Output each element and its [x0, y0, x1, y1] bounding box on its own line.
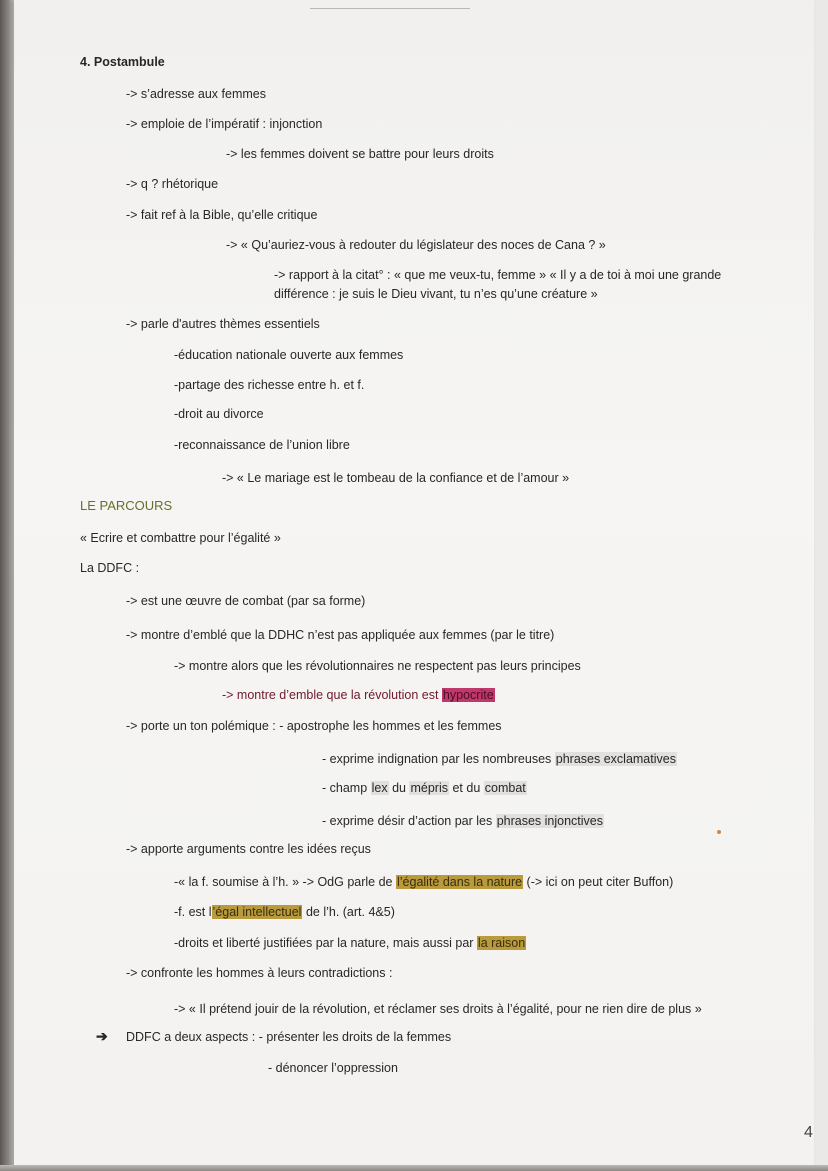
top-rule [310, 8, 470, 9]
highlight-hypocrite: hypocrite [442, 688, 494, 702]
text-run: - champ [322, 781, 371, 795]
note-line [174, 904, 395, 920]
list-item: -droit au divorce [174, 407, 264, 421]
highlight-lex: lex [371, 781, 388, 795]
note-line: -> confronte les hommes à leurs contradictions : [126, 966, 393, 980]
page-binding-edge [0, 0, 14, 1171]
list-item: -reconnaissance de l’union libre [174, 438, 350, 452]
note-line [322, 751, 677, 767]
note-line: -> porte un ton polémique : - apostrophe les hommes et les femmes [126, 719, 502, 733]
note-line: -> montre alors que les révolutionnaires ne respectent pas leurs principes [174, 659, 581, 673]
text-run: du [388, 781, 410, 795]
highlight-mepris: mépris [410, 781, 448, 795]
note-line [322, 813, 604, 829]
right-arrow-icon: ➔ [96, 1028, 108, 1044]
quote-line: différence : je suis le Dieu vivant, tu n’es qu’une créature » [274, 287, 598, 301]
highlight-phrases-injonctives: phrases injonctives [496, 814, 603, 828]
note-line-hypocrite [222, 687, 495, 703]
quote-line: -> « Qu’auriez-vous à redouter du législateur des noces de Cana ? » [226, 238, 606, 252]
list-item: -partage des richesse entre h. et f. [174, 378, 365, 392]
ink-dot [717, 830, 721, 834]
text-run: - exprime indignation par les nombreuses [322, 752, 555, 766]
note-line: -> s’adresse aux femmes [126, 87, 266, 101]
conclusion-line: - dénoncer l’oppression [268, 1061, 398, 1075]
note-line: -> les femmes doivent se battre pour leurs droits [226, 147, 494, 161]
note-line: -> emploie de l’impératif : injonction [126, 117, 323, 131]
text-run: -droits et liberté justifiées par la nature, mais aussi par [174, 936, 477, 950]
highlight-combat: combat [484, 781, 526, 795]
parcours-subtitle: « Ecrire et combattre pour l’égalité » [80, 531, 281, 545]
conclusion-line: DDFC a deux aspects : - présenter les droits de la femmes [126, 1030, 452, 1044]
highlight-phrases-exclamatives: phrases exclamatives [555, 752, 676, 766]
text-run: - exprime désir d’action par les [322, 814, 496, 828]
page-bottom-edge [0, 1165, 828, 1171]
text-run: -f. est l [174, 905, 212, 919]
quote-line: -> « Le mariage est le tombeau de la confiance et de l’amour » [222, 471, 570, 485]
quote-line: -> rapport à la citat° : « que me veux-tu, femme » « Il y a de toi à moi une grande [274, 268, 722, 282]
ddfc-label: La DDFC : [80, 561, 140, 575]
note-line: -> fait ref à la Bible, qu’elle critique [126, 208, 318, 222]
section-heading-parcours: LE PARCOURS [80, 498, 173, 513]
note-line [174, 935, 526, 951]
note-line [322, 780, 527, 796]
note-line: -> q ? rhétorique [126, 177, 219, 191]
highlight-egalite-nature: l’égalité dans la nature [396, 875, 523, 889]
text-run: de l’h. (art. 4&5) [302, 905, 395, 919]
text-run: (-> ici on peut citer Buffon) [523, 875, 674, 889]
text-run: -> montre d’emble que la révolution est [222, 688, 442, 702]
highlight-la-raison: la raison [477, 936, 526, 950]
note-line [174, 874, 673, 890]
quote-line: -> « Il prétend jouir de la révolution, et réclamer ses droits à l’égalité, pour ne rien dire de plus » [174, 1002, 702, 1016]
page-number: 4 [804, 1124, 813, 1141]
section-heading-postambule: 4. Postambule [80, 55, 165, 69]
note-line: -> est une œuvre de combat (par sa forme) [126, 594, 366, 608]
list-item: -éducation nationale ouverte aux femmes [174, 348, 404, 362]
note-line: -> parle d'autres thèmes essentiels [126, 317, 320, 331]
text-run: et du [449, 781, 484, 795]
highlight-egal-intellectuel: ’égal intellectuel [212, 905, 302, 919]
note-line: -> apporte arguments contre les idées reçus [126, 842, 371, 856]
text-run: -« la f. soumise à l’h. » -> OdG parle de [174, 875, 396, 889]
note-line: -> montre d’emblé que la DDHC n’est pas appliquée aux femmes (par le titre) [126, 628, 555, 642]
